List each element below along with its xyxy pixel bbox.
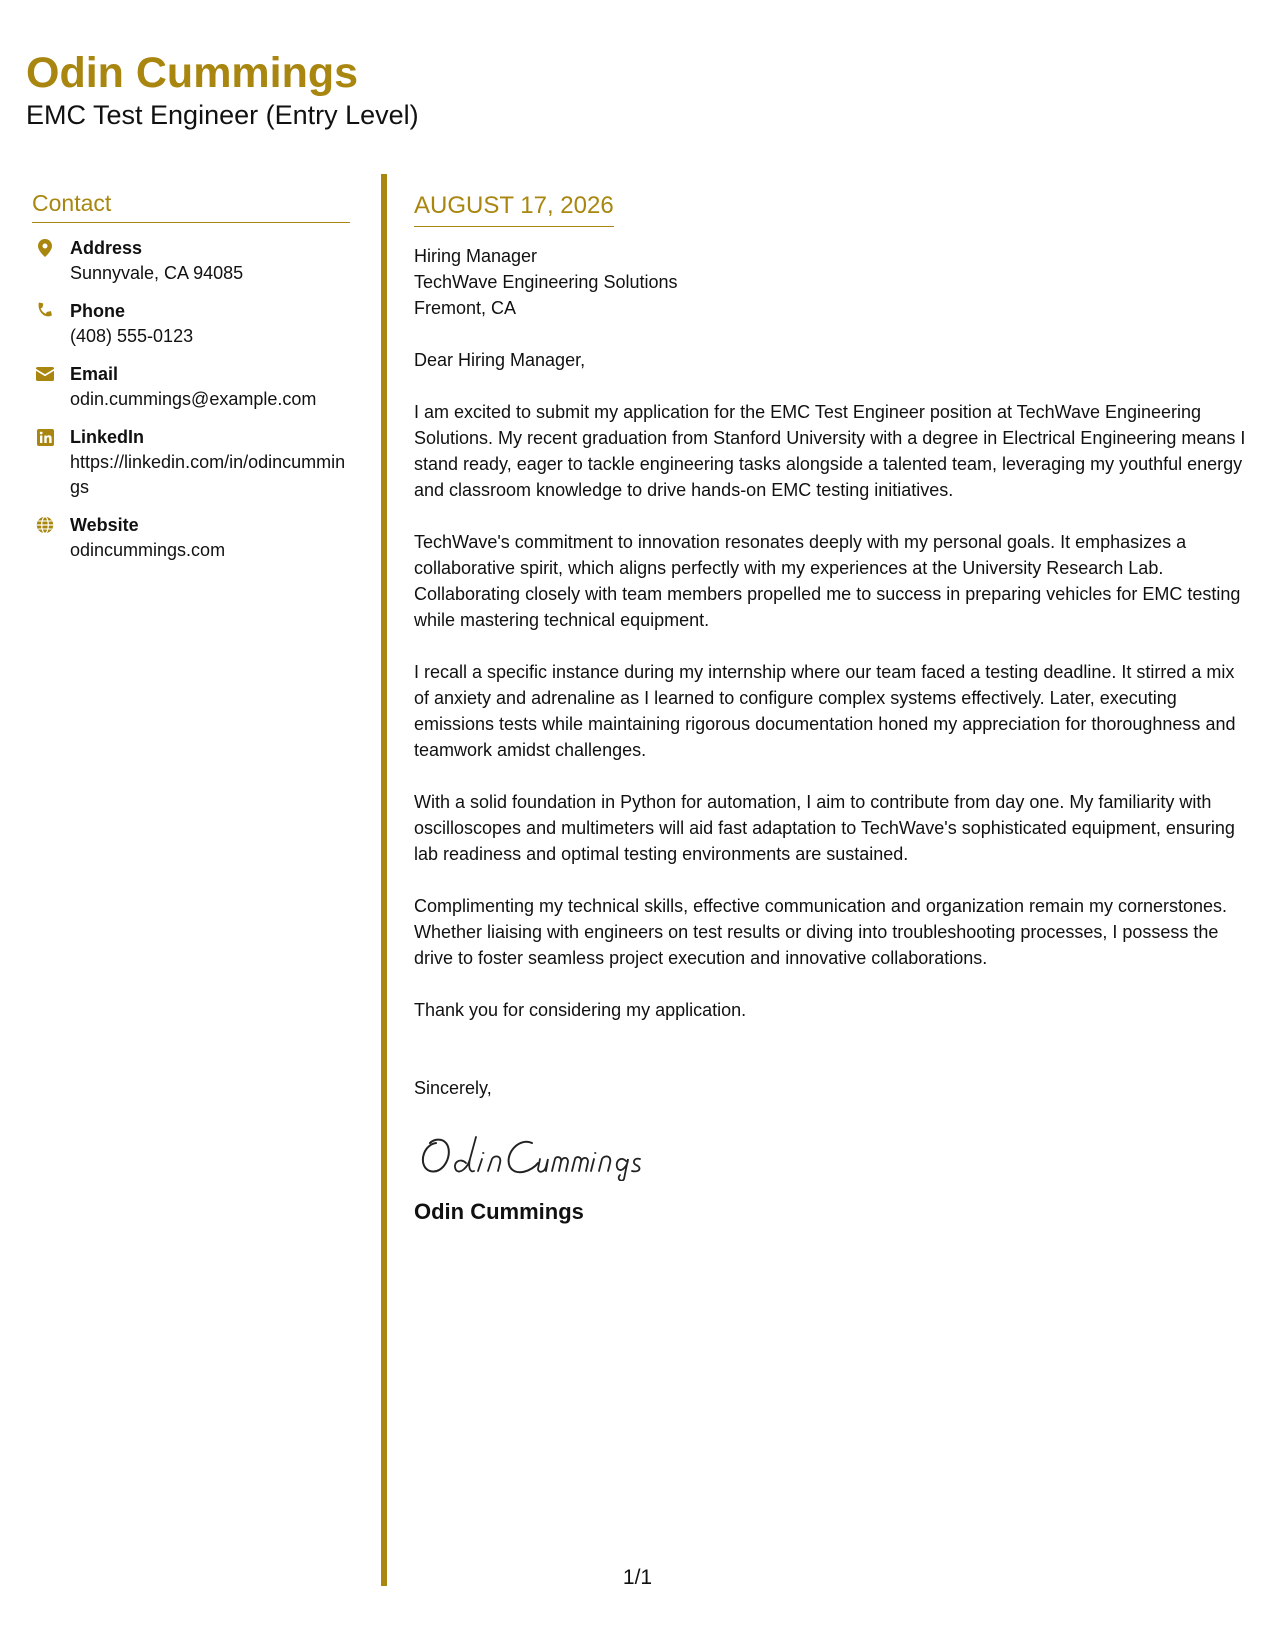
- contact-item-linkedin: [32, 425, 350, 500]
- salutation: Dear Hiring Manager,: [414, 350, 586, 370]
- contact-label: Phone: [70, 301, 126, 321]
- resume-header: [26, 48, 419, 132]
- phone-value: (408) 555-0123: [70, 326, 194, 346]
- contact-item-website: [32, 513, 350, 563]
- recipient-company: TechWave Engineering Solutions: [414, 272, 678, 292]
- linkedin-value: https://linkedin.com/in/odincummings: [70, 452, 346, 497]
- closing: Sincerely,: [414, 1078, 492, 1098]
- page-number-text: 1/1: [622, 1566, 653, 1589]
- address-value: Sunnyvale, CA 94085: [70, 263, 244, 283]
- applicant-name: Odin Cummings: [26, 49, 359, 97]
- signer-name: Odin Cummings: [414, 1199, 584, 1224]
- body-paragraph: Complimenting my technical skills, effective communication and organization remain my cornerstones. Whether liaising with engineers on test results or diving into troubleshooting processes, I possess the drive to foster seamless project execution and innovative collaborations.: [414, 896, 1228, 968]
- body-paragraph: Thank you for considering my application.: [414, 1000, 747, 1020]
- map-pin-icon: [35, 238, 55, 258]
- body-paragraph: TechWave's commitment to innovation resonates deeply with my personal goals. It emphasizes a collaborative spirit, which aligns perfectly with my experiences at the University Research Lab. Collaborating closely with team members propelled me to success in preparing vehicles for EMC testing while mastering technical equipment.: [414, 532, 1241, 630]
- body-paragraph: I recall a specific instance during my internship where our team faced a testing deadline. It stirred a mix of anxiety and adrenaline as I learned to configure complex systems effectively. Later, executing emissions tests while maintaining rigorous documentation honed my appreciation for thoroughness and teamwork amidst challenges.: [414, 662, 1236, 760]
- recipient-location: Fremont, CA: [414, 298, 517, 318]
- letter-body: [414, 190, 1250, 1227]
- website-value: odincummings.com: [70, 540, 226, 560]
- contact-label: Email: [70, 364, 119, 384]
- envelope-icon: [35, 364, 55, 384]
- contact-item-email: [32, 362, 350, 412]
- body-paragraph: With a solid foundation in Python for automation, I aim to contribute from day one. My familiarity with oscilloscopes and multimeters will aid fast adaptation to TechWave's sophisticated equipment, ensuring lab readiness and optimal testing environments are sustained.: [414, 792, 1235, 864]
- contact-item-address: [32, 236, 350, 286]
- email-value: odin.cummings@example.com: [70, 389, 317, 409]
- contact-sidebar: [32, 188, 350, 563]
- page-number: [0, 1564, 1275, 1592]
- contact-item-phone: [32, 299, 350, 349]
- contact-label: Address: [70, 238, 143, 258]
- globe-icon: [35, 515, 55, 535]
- signature-image: [414, 1129, 674, 1181]
- linkedin-icon: [35, 427, 55, 447]
- job-title: EMC Test Engineer (Entry Level): [26, 100, 419, 130]
- recipient-line: Hiring Manager: [414, 246, 538, 266]
- body-paragraph: I am excited to submit my application for the EMC Test Engineer position at TechWave Engineering Solutions. My recent graduation from Stanford University with a degree in Electrical Engineering means I stand ready, eager to tackle engineering tasks alongside a talented team, leveraging my youthful energy and classroom knowledge to drive hands-on EMC testing initiatives.: [414, 402, 1246, 500]
- contact-label: LinkedIn: [70, 427, 145, 447]
- contact-heading: Contact: [32, 188, 350, 223]
- vertical-divider: [381, 174, 387, 1586]
- letter-date: AUGUST 17, 2026: [414, 190, 614, 227]
- phone-icon: [35, 301, 55, 321]
- contact-label: Website: [70, 515, 139, 535]
- recipient-block: [414, 243, 1250, 321]
- handwritten-signature: [414, 1129, 1250, 1179]
